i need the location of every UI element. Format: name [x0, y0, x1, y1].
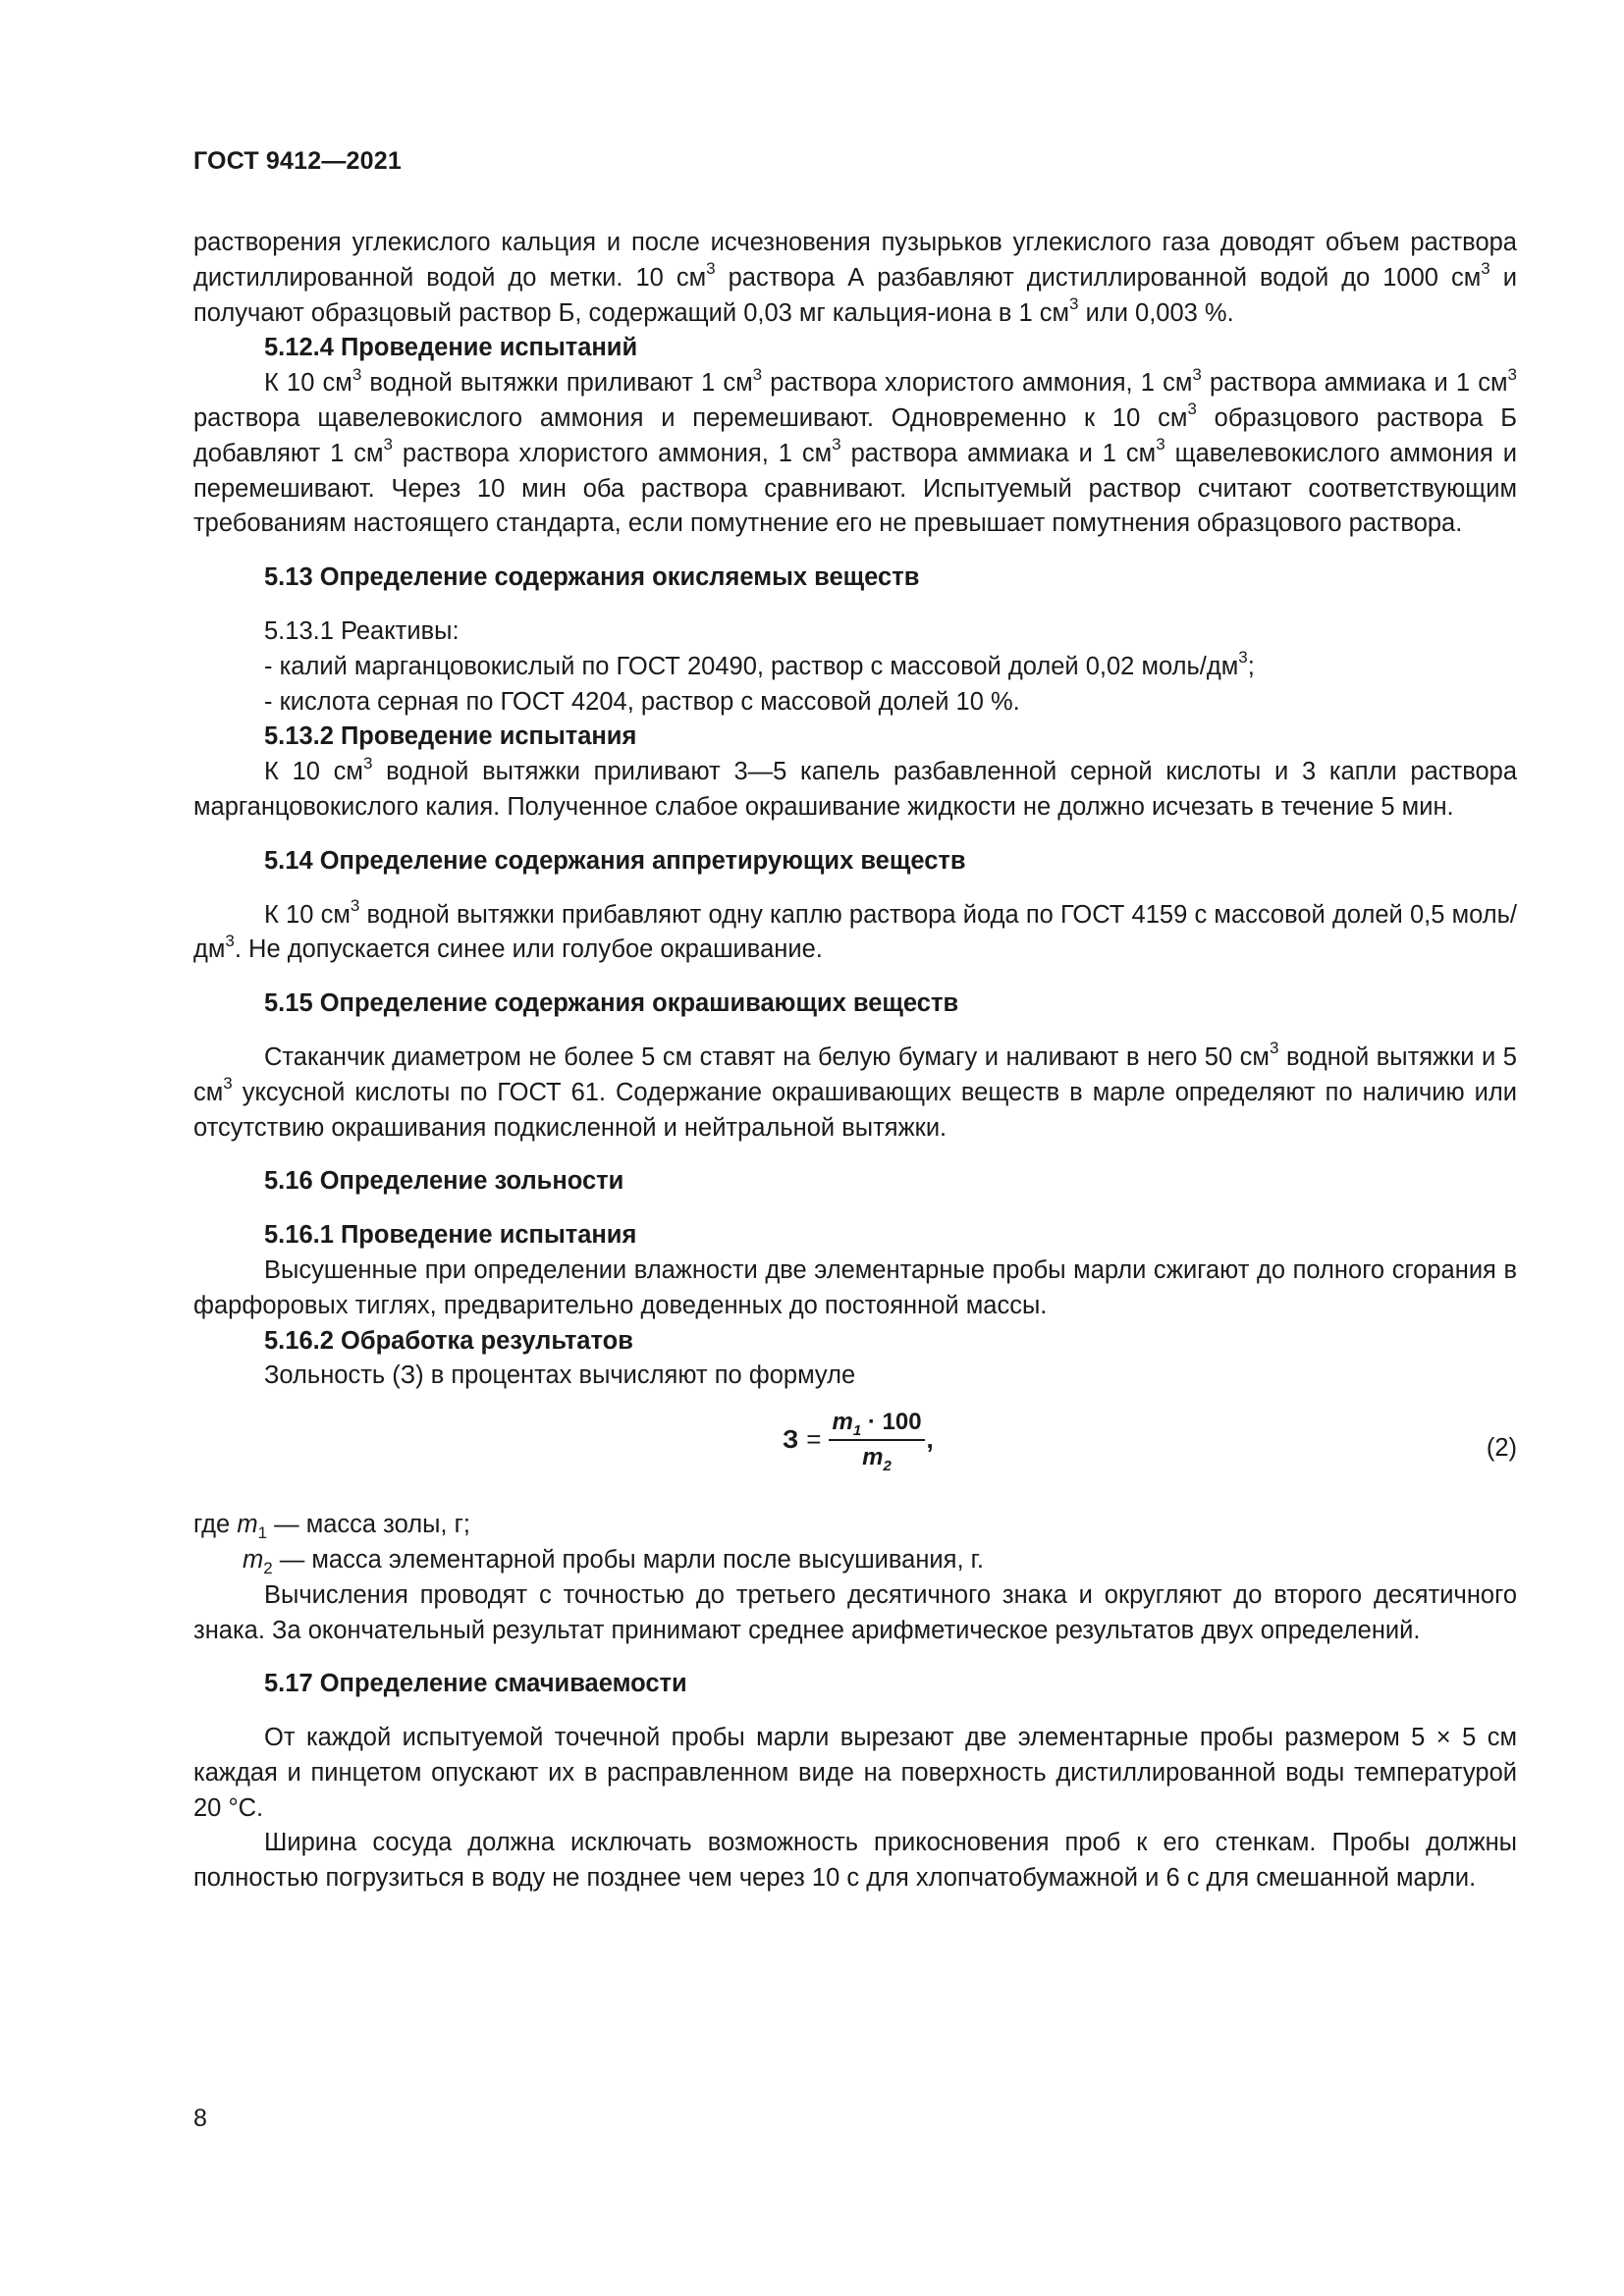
formula-number: (2) — [1486, 1434, 1517, 1463]
formula-equals: = — [806, 1424, 822, 1455]
heading-5-17: 5.17 Определение смачиваемости — [264, 1670, 687, 1698]
formula-fraction — [829, 1408, 924, 1472]
formula-comma: , — [926, 1424, 934, 1455]
paragraph-5-17-2: Ширина сосуда должна исключать возможность прикосновения проб к его стенкам. Пробы должны полностью погрузиться в воду не позднее чем через 10 с для хлопчатобумажной и 6 с для смешанной марли. — [193, 1829, 1517, 1893]
paragraph-5-12-4: К 10 $см^3$ водной вытяжки приливают 1 $см^3$ раствора хлористого аммония, 1 $см^3$ раствора аммиака и 1 $см^3$ раствора щавелевокислого аммония и перемешивают. Одновременно к 10 $см^3$ образцового раствора Б добавляют 1 $см^3$ раствора хлористого аммония, 1 $см^3$ раствора аммиака и 1 $см^3$ щавелевокислого аммония и перемешивают. Через 10 мин оба раствора сравнивают. Испытуемый раствор считают соответствующим требованиям настоящего стандарта, если помутнение его не превышает помутнения образцового раствора. — [193, 364, 1517, 538]
where-m2: $m_2$ — масса элементарной пробы марли после высушивания, г. — [243, 1545, 984, 1577]
formula-denominator: $m_2$ — [862, 1444, 892, 1474]
where-m1: где $m_1$ — масса золы, г; — [193, 1511, 470, 1543]
formula-ash-content — [193, 1408, 1517, 1496]
heading-5-15: 5.15 Определение содержания окрашивающих веществ — [264, 989, 959, 1018]
paragraph-5-15: Стаканчик диаметром не более 5 см ставят на белую бумагу и наливают в него 50 $см^3$ водной вытяжки и 5 $см^3$ уксусной кислоты по ГОСТ 61. Содержание окрашивающих веществ в марле определяют по наличию или отсутствию окрашивания подкисленной и нейтральной вытяжки. — [193, 1039, 1517, 1142]
formula-numerator: $m_1 \cdot 100$ — [829, 1408, 924, 1441]
heading-5-16-2: 5.16.2 Обработка результатов — [264, 1326, 633, 1355]
paragraph-calculation: Вычисления проводят с точностью до третьего десятичного знака и округляют до второго десятичного знака. За окончательный результат принимают среднее арифметическое результатов двух определений. — [193, 1580, 1517, 1644]
heading-5-12-4: 5.12.4 Проведение испытаний — [264, 334, 638, 362]
paragraph-5-13-2: К 10 $см^3$ водной вытяжки приливают 3—5 капель разбавленной серной кислоты и 3 капли раствора марганцовокислого калия. Полученное слабое окрашивание жидкости не должно исчезать в течение 5 мин. — [193, 753, 1517, 821]
paragraph-5-17-1: От каждой испытуемой точечной пробы марли вырезают две элементарные пробы размером 5 × 5 см каждая и пинцетом опускают их в расправленном виде на поверхность дистиллированной воды температурой 20 °С. — [193, 1724, 1517, 1822]
paragraph-solution-b: растворения углекислого кальция и после исчезновения пузырьков углекислого газа доводят объем раствора дистиллированной водой до метки. 10 $см^3$ раствора А разбавляют дистиллированной водой до 1000 $см^3$ и получают образцовый раствор Б, содержащий 0,03 мг кальция-иона в 1 $см^3$ или 0,003 %. — [193, 229, 1517, 327]
paragraph-5-14: К 10 $см^3$ водной вытяжки прибавляют одну каплю раствора йода по ГОСТ 4159 с массовой долей 0,5 моль/$дм^3$. Не допускается синее или голубое окрашивание. — [193, 896, 1517, 964]
reagent-item-2: - кислота серная по ГОСТ 4204, раствор с массовой долей 10 %. — [264, 687, 1020, 716]
heading-5-16: 5.16 Определение зольности — [264, 1167, 624, 1196]
heading-5-13-1: 5.13.1 Реактивы: — [264, 616, 460, 645]
heading-5-13-2: 5.13.2 Проведение испытания — [264, 722, 637, 751]
document-body — [193, 226, 1517, 1896]
document-header: ГОСТ 9412—2021 — [193, 147, 402, 175]
heading-5-16-1: 5.16.1 Проведение испытания — [264, 1221, 637, 1250]
paragraph-5-16-2-intro: Зольность (З) в процентах вычисляют по формуле — [264, 1362, 856, 1390]
heading-5-13: 5.13 Определение содержания окисляемых веществ — [264, 563, 920, 592]
paragraph-5-16-1: Высушенные при определении влажности две элементарные пробы марли сжигают до полного сгорания в фарфоровых тиглях, предварительно доведенных до постоянной массы. — [193, 1255, 1517, 1319]
formula-expression — [783, 1408, 934, 1472]
page-number: 8 — [193, 2105, 207, 2132]
formula-lhs: З — [783, 1424, 799, 1455]
heading-5-14: 5.14 Определение содержания аппретирующих веществ — [264, 846, 966, 875]
reagent-item-1: - калий марганцовокислый по ГОСТ 20490, раствор с массовой долей 0,02 моль/$дм^3$; — [264, 648, 1255, 680]
